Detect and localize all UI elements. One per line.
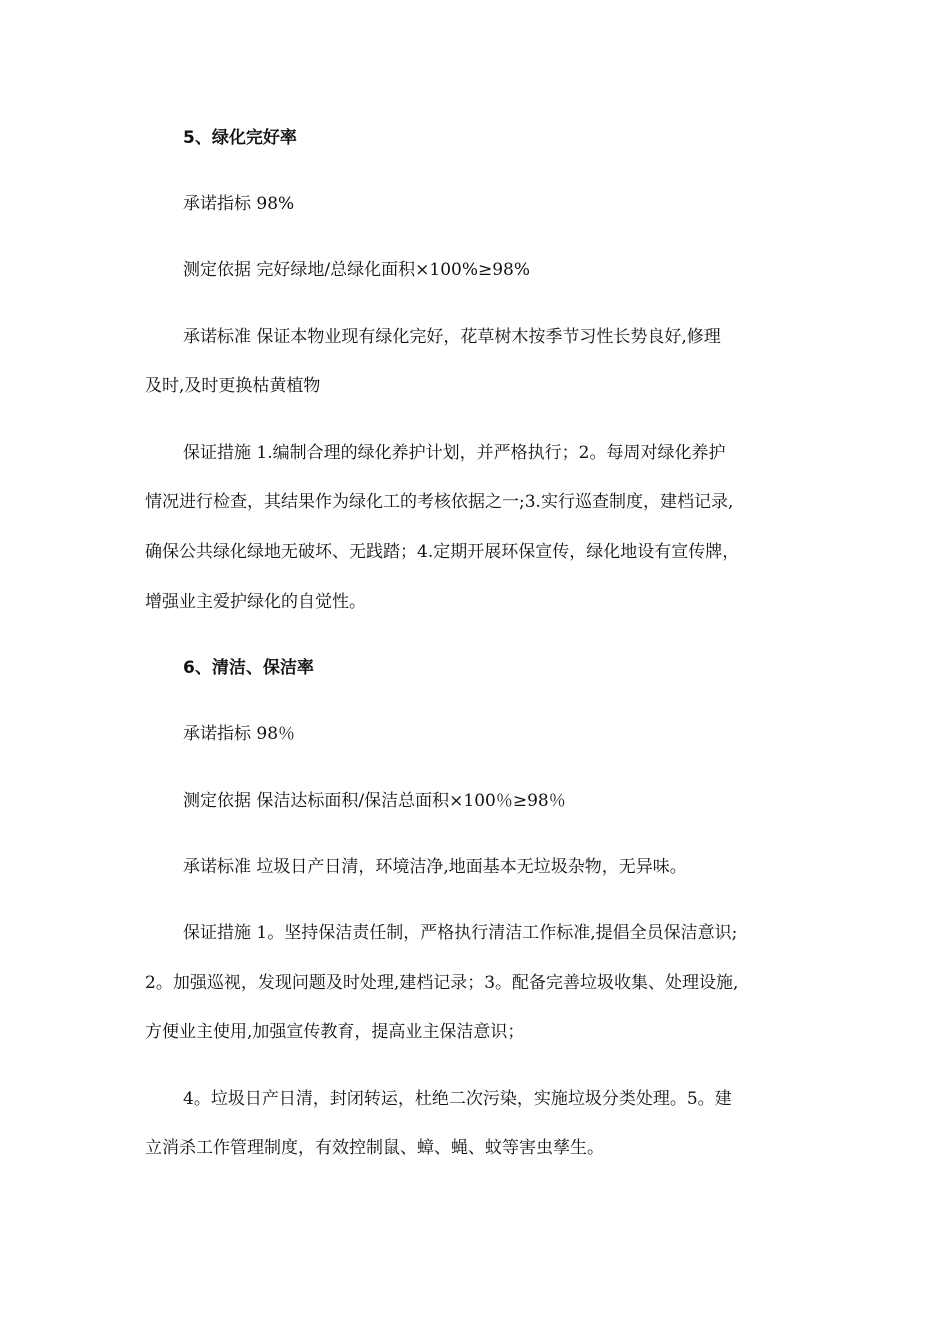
section6-measures-continued-line-2: 立消杀工作管理制度，有效控制鼠、蟑、蝇、蚊等害虫孳生。 [145, 1138, 604, 1158]
section6-measures-line-2: 2。加强巡视，发现问题及时处理,建档记录；3。配备完善垃圾收集、处理设施, [145, 973, 739, 993]
section6-measures-line-3: 方便业主使用,加强宣传教育，提高业主保洁意识； [145, 1022, 525, 1042]
section6-indicator: 承诺指标 98％ [183, 724, 296, 744]
section6-basis: 测定依据 保洁达标面积/保洁总面积×100％≥98％ [183, 791, 566, 811]
section5-measures-line-4: 增强业主爱护绿化的自觉性。 [145, 592, 366, 612]
section5-heading: 5、绿化完好率 [183, 128, 297, 148]
section6-standard: 承诺标准 垃圾日产日清，环境洁净,地面基本无垃圾杂物，无异味。 [183, 857, 687, 877]
section5-measures-line-2: 情况进行检查，其结果作为绿化工的考核依据之一;3.实行巡查制度，建档记录, [145, 492, 734, 512]
section6-measures-line-1: 保证措施 1。坚持保洁责任制，严格执行清洁工作标准,提倡全员保洁意识; [183, 923, 738, 943]
section5-basis: 测定依据 完好绿地/总绿化面积×100%≥98% [183, 260, 531, 280]
section5-standard-line-1: 承诺标准 保证本物业现有绿化完好，花草树木按季节习性长势良好,修理 [183, 327, 721, 347]
section5-indicator: 承诺指标 98% [183, 194, 295, 214]
section5-measures-line-3: 确保公共绿化绿地无破坏、无践踏；4.定期开展环保宣传，绿化地设有宣传牌， [145, 542, 740, 562]
section6-heading: 6、清洁、保洁率 [183, 658, 314, 678]
section5-measures-line-1: 保证措施 1.编制合理的绿化养护计划，并严格执行；2。每周对绿化养护 [183, 443, 726, 463]
section5-standard-line-2: 及时,及时更换枯黄植物 [145, 376, 321, 396]
section6-measures-continued-line-1: 4。垃圾日产日清，封闭转运，杜绝二次污染，实施垃圾分类处理。5。建 [183, 1089, 732, 1109]
